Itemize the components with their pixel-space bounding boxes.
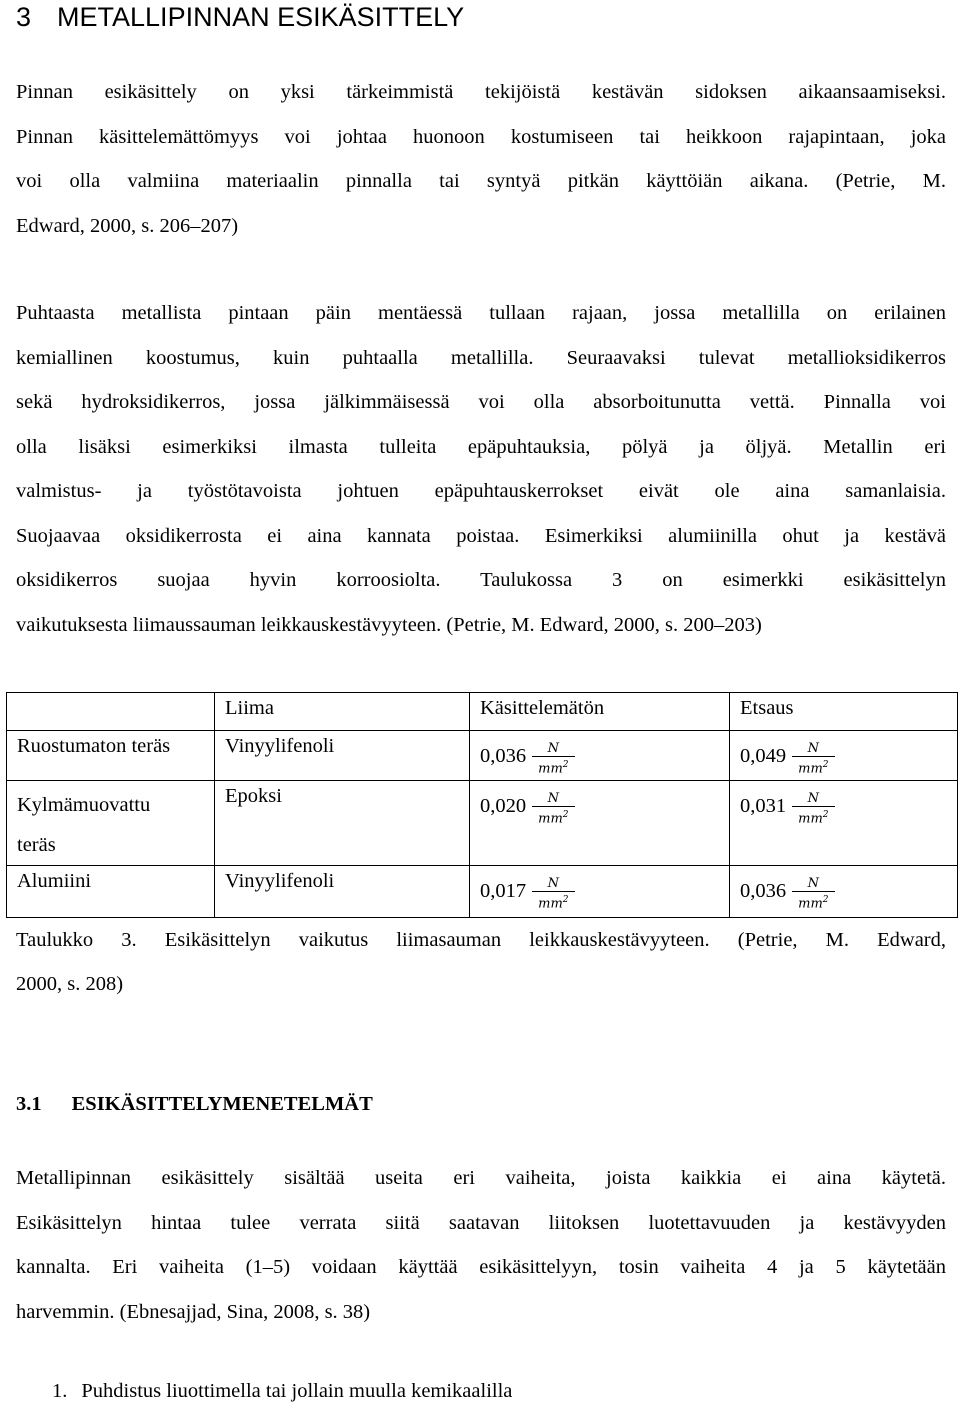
etched-value: 0,031 bbox=[740, 795, 787, 817]
material-label-line2: teräs bbox=[17, 834, 56, 856]
unit-fraction bbox=[532, 877, 574, 911]
material-label: Ruostumaton teräs bbox=[17, 735, 171, 757]
table-row bbox=[7, 781, 958, 866]
unit-exponent: 2 bbox=[562, 760, 569, 771]
unit-exponent: 2 bbox=[562, 810, 569, 821]
list-item bbox=[52, 1380, 512, 1403]
unit-exponent: 2 bbox=[822, 810, 829, 821]
section-number: 3 bbox=[16, 2, 32, 32]
paragraph-line: harvemmin. (Ebnesajjad, Sina, 2008, s. 38) bbox=[16, 1300, 371, 1323]
unit-fraction bbox=[792, 877, 834, 911]
untreated-value: 0,020 bbox=[480, 795, 527, 817]
paragraph-line: Metallipinnan esikäsittely sisältää useita eri vaiheita, joista kaikkia ei aina käytetä. bbox=[16, 1167, 946, 1189]
unit-den-text: mm bbox=[798, 761, 823, 777]
unit-den-text: mm bbox=[538, 896, 563, 912]
unit-numerator: N bbox=[547, 876, 559, 892]
etched-cell bbox=[730, 866, 958, 918]
unit-fraction bbox=[792, 792, 834, 826]
paragraph-line: Edward, 2000, s. 206–207) bbox=[16, 214, 239, 237]
paragraph-line: oksidikerros suojaa hyvin korroosiolta. Taulukossa 3 on esimerkki esikäsittelyn bbox=[16, 569, 946, 591]
header-cell bbox=[7, 693, 215, 731]
unit-exponent: 2 bbox=[562, 895, 569, 906]
unit-numerator: N bbox=[807, 741, 819, 757]
unit-numerator: N bbox=[807, 876, 819, 892]
table-header-row bbox=[7, 693, 958, 731]
results-table bbox=[6, 692, 958, 918]
unit-den-text: mm bbox=[798, 896, 823, 912]
caption-line: Taulukko 3. Esikäsittelyn vaikutus liimasauman leikkauskestävyyteen. (Petrie, M. Edward, bbox=[16, 929, 946, 951]
material-cell bbox=[7, 866, 215, 918]
etched-value: 0,036 bbox=[740, 880, 787, 902]
table-row bbox=[7, 866, 958, 918]
unit-denominator bbox=[532, 756, 574, 776]
unit-fraction bbox=[532, 742, 574, 776]
paragraph-2 bbox=[16, 291, 946, 647]
section-title: METALLIPINNAN ESIKÄSITTELY bbox=[57, 2, 465, 32]
paragraph-line: valmistus- ja työstötavoista johtuen epäpuhtauskerrokset eivät ole aina samanlaisia. bbox=[16, 480, 946, 502]
unit-numerator: N bbox=[807, 791, 819, 807]
table-caption bbox=[16, 918, 946, 1006]
unit-den-text: mm bbox=[798, 811, 823, 827]
header-cell: Käsittelemätön bbox=[470, 693, 730, 731]
subsection-heading bbox=[16, 1093, 373, 1116]
unit-fraction bbox=[792, 742, 834, 776]
paragraph-line: kannalta. Eri vaiheita (1–5) voidaan käyttää esikäsittelyyn, tosin vaiheita 4 ja 5 käytetään bbox=[16, 1256, 946, 1278]
paragraph-line: kemiallinen koostumus, kuin puhtaalla metallilla. Seuraavaksi tulevat metallioksidikerros bbox=[16, 346, 946, 369]
unit-fraction bbox=[532, 792, 574, 826]
material-label: Kylmämuovattu bbox=[17, 794, 151, 816]
etched-cell bbox=[730, 781, 958, 866]
material-cell bbox=[7, 781, 215, 866]
header-cell: Etsaus bbox=[730, 693, 958, 731]
paragraph-line: vaikutuksesta liimaussauman leikkauskestävyyteen. (Petrie, M. Edward, 2000, s. 200–203) bbox=[16, 613, 762, 636]
section-heading bbox=[16, 2, 464, 33]
unit-denominator bbox=[532, 891, 574, 911]
etched-cell bbox=[730, 731, 958, 781]
unit-denominator bbox=[792, 806, 834, 826]
header-cell: Liima bbox=[215, 693, 470, 731]
unit-denominator bbox=[792, 891, 834, 911]
untreated-cell bbox=[470, 731, 730, 781]
caption-line: 2000, s. 208) bbox=[16, 973, 124, 995]
paragraph-line: Suojaavaa oksidikerrosta ei aina kannata poistaa. Esimerkiksi alumiinilla ohut ja kestävä bbox=[16, 524, 946, 547]
paragraph-line: Puhtaasta metallista pintaan päin mentäessä tullaan rajaan, jossa metallilla on erilainen bbox=[16, 302, 946, 324]
untreated-value: 0,036 bbox=[480, 745, 527, 767]
untreated-cell bbox=[470, 866, 730, 918]
adhesive-cell: Vinyylifenoli bbox=[215, 866, 470, 918]
paragraph-line: sekä hydroksidikerros, jossa jälkimmäisessä voi olla absorboitunutta vettä. Pinnalla voi bbox=[16, 391, 946, 413]
paragraph-1 bbox=[16, 70, 946, 248]
list-text: Puhdistus liuottimella tai jollain muulla kemikaalilla bbox=[81, 1380, 513, 1402]
material-cell bbox=[7, 731, 215, 781]
paragraph-line: olla lisäksi esimerkiksi ilmasta tulleita epäpuhtauksia, pölyä ja öljyä. Metallin eri bbox=[16, 435, 946, 458]
material-label: Alumiini bbox=[17, 870, 92, 892]
untreated-cell bbox=[470, 781, 730, 866]
paragraph-line: Pinnan esikäsittely on yksi tärkeimmistä tekijöistä kestävän sidoksen aikaansaamiseksi. bbox=[16, 81, 946, 103]
paragraph-3 bbox=[16, 1156, 946, 1334]
list-number: 1. bbox=[52, 1380, 68, 1402]
unit-exponent: 2 bbox=[822, 760, 829, 771]
subsection-title: ESIKÄSITTELYMENETELMÄT bbox=[71, 1093, 373, 1115]
adhesive-cell: Vinyylifenoli bbox=[215, 731, 470, 781]
adhesive-cell: Epoksi bbox=[215, 781, 470, 866]
paragraph-line: voi olla valmiina materiaalin pinnalla tai syntyä pitkän käyttöiän aikana. (Petrie, M. bbox=[16, 170, 946, 192]
paragraph-line: Pinnan käsittelemättömyys voi johtaa huonoon kostumiseen tai heikkoon rajapintaan, joka bbox=[16, 125, 946, 148]
unit-exponent: 2 bbox=[822, 895, 829, 906]
unit-den-text: mm bbox=[538, 761, 563, 777]
paragraph-line: Esikäsittelyn hintaa tulee verrata siitä saatavan liitoksen luotettavuuden ja kestävyyden bbox=[16, 1211, 946, 1234]
unit-numerator: N bbox=[547, 791, 559, 807]
untreated-value: 0,017 bbox=[480, 880, 527, 902]
subsection-number: 3.1 bbox=[16, 1093, 42, 1115]
unit-den-text: mm bbox=[538, 811, 563, 827]
table-row bbox=[7, 731, 958, 781]
unit-numerator: N bbox=[547, 741, 559, 757]
unit-denominator bbox=[532, 806, 574, 826]
etched-value: 0,049 bbox=[740, 745, 787, 767]
unit-denominator bbox=[792, 756, 834, 776]
